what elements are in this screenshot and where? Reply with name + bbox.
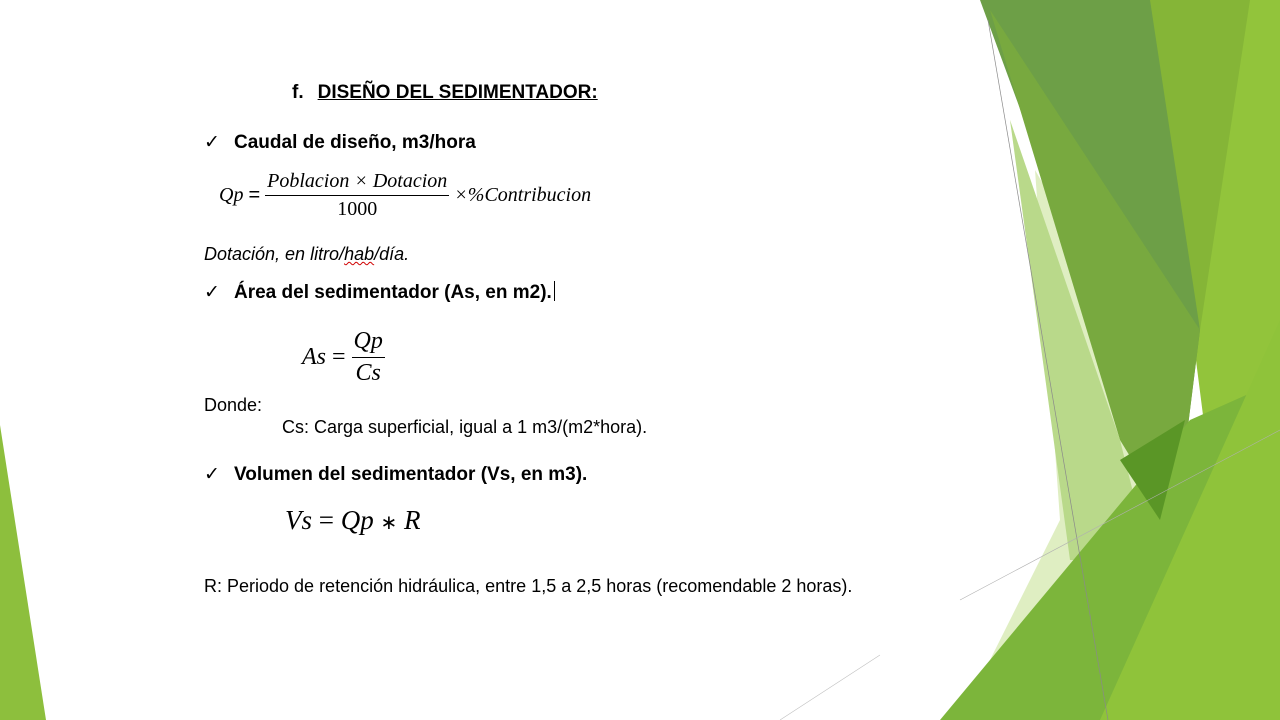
formula-area [302,328,385,387]
heading-title: DISEÑO DEL SEDIMENTADOR: [317,82,598,103]
formula-area-lhs: As [302,344,326,370]
formula-area-fraction [352,328,385,387]
spellcheck-word: hab [344,244,375,264]
formula-caudal-lhs: Qp [219,184,244,206]
formula-caudal-numerator: Poblacion × Dotacion [265,170,449,196]
formula-volumen-op: ∗ [380,512,398,534]
formula-area-eq: = [332,344,346,370]
where-text: Cs: Carga superficial, igual a 1 m3/(m2*hora). [282,417,648,437]
formula-area-denominator: Cs [355,360,381,386]
item-caudal-title [204,131,476,154]
check-mark-icon: ✓ [204,132,220,153]
check-mark-icon: ✓ [204,282,220,303]
where-label: Donde: [204,395,263,415]
item-area-title [204,281,555,304]
formula-caudal-denominator: 1000 [337,198,378,220]
item-caudal-label: Caudal de diseño, m3/hora [234,132,476,153]
thin-line-3 [780,655,880,720]
section-heading [292,82,598,104]
formula-volumen-rhs-a: Qp [340,505,374,535]
item-area-label: Área del sedimentador (As, en m2). [234,282,552,303]
retention-note: R: Periodo de retención hidráulica, entre 1,5 a 2,5 horas (recomendable 2 horas). [204,576,853,596]
left-green-wedge [0,425,46,720]
formula-volumen-eq: = [318,505,334,535]
formula-caudal [219,170,591,221]
item-volumen-label: Volumen del sedimentador (Vs, en m3). [234,464,588,485]
formula-volumen-lhs: Vs [285,505,312,535]
check-mark-icon: ✓ [204,464,220,485]
formula-caudal-tail: ×%Contribucion [454,184,592,206]
text-cursor [554,281,555,301]
dotacion-note-prefix: Dotación, en litro/ [204,244,345,264]
formula-volumen [285,505,421,536]
dotacion-note-suffix: /día. [374,244,410,264]
dotacion-note [204,244,409,265]
heading-letter: f. [292,82,304,103]
formula-caudal-eq: = [248,184,261,206]
formula-caudal-fraction [265,170,449,221]
formula-volumen-rhs-b: R [404,505,421,535]
item-volumen-title [204,463,587,486]
formula-area-numerator: Qp [352,328,385,358]
